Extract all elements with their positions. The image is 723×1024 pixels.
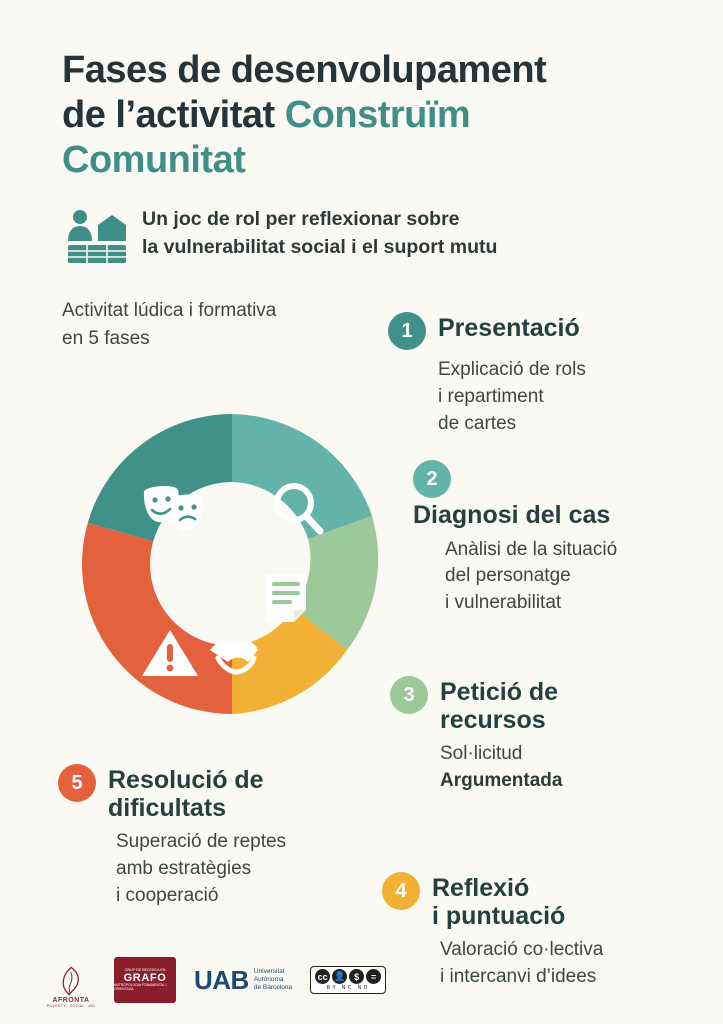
lead-line-1: Activitat lúdica i formativa (62, 300, 277, 321)
cc-nd-icon: = (366, 969, 381, 984)
phase-item-4 (382, 872, 702, 991)
phase-5-body-line-3: i cooperació (116, 884, 219, 906)
uab-line-2: Autònoma (253, 975, 284, 983)
uab-mark: UAB (194, 964, 249, 995)
grafo-main: GRAFO (123, 971, 167, 984)
cc-icon: cc (315, 969, 330, 984)
creative-commons-logo (310, 966, 386, 994)
phase-3-title-line-1: Petició de (440, 678, 559, 706)
afronta-sub: POVERTY . SOCIAL . AID (46, 1004, 96, 1008)
subtitle-line-2: la vulnerabilitat social i el suport mutu (142, 236, 498, 259)
phase-1-body-line-2: i repartiment (438, 385, 544, 407)
grafo-logo (114, 957, 176, 1003)
phase-3-body (440, 741, 690, 795)
phase-4-body-line-2: i intercanvi d’idees (440, 965, 597, 987)
phase-3-body-strong: Argumentada (440, 769, 563, 791)
phase-5-title (108, 764, 264, 822)
uab-line-3: de Barcelona (253, 984, 293, 992)
uab-line-1: Universitat (253, 967, 285, 975)
title-line-2-plain: de l’activitat (62, 93, 275, 136)
phase-item-5 (58, 764, 368, 910)
phase-3-body-line-1: Sol·licitud (440, 743, 523, 764)
title-line-1: Fases de desenvolupament (62, 49, 547, 91)
phase-4-badge: 4 (382, 872, 420, 910)
cc-badges-row (315, 969, 381, 984)
phase-5-body (116, 829, 368, 910)
phase-1-title: Presentació (438, 314, 580, 342)
phase-1-body (438, 357, 688, 438)
uab-logo (194, 965, 292, 996)
afronta-mark-icon (54, 965, 88, 997)
uab-text (254, 968, 292, 992)
phase-2-head (413, 460, 713, 530)
phase-5-title-line-1: Resolució de (108, 766, 264, 794)
cc-labels: BY NC ND (326, 985, 370, 991)
phase-5-badge: 5 (58, 764, 96, 802)
phase-4-title-line-1: Reflexió (432, 874, 530, 902)
logo-strip (46, 952, 386, 1008)
phase-2-badge: 2 (413, 460, 451, 498)
phase-1-badge: 1 (388, 312, 426, 350)
phase-4-title (432, 872, 565, 930)
lead-line-2: en 5 fases (62, 327, 150, 349)
phase-3-head (390, 676, 690, 734)
document-icon (266, 574, 306, 622)
subtitle-text (142, 205, 497, 262)
phase-3-title-line-2: recursos (440, 705, 546, 734)
phase-1-body-line-3: de cartes (438, 412, 517, 434)
phase-5-body-line-2: amb estratègies (116, 857, 252, 879)
phase-2-body-line-3: i vulnerabilitat (445, 592, 562, 614)
phase-item-3 (390, 676, 690, 795)
lead-text (62, 297, 382, 352)
phase-1-head (388, 312, 688, 350)
phase-4-head (382, 872, 702, 930)
title-line-3: Comunitat (62, 138, 246, 181)
subtitle-row (64, 205, 684, 267)
title-line-2 (62, 93, 682, 138)
phase-4-title-line-2: i puntuació (432, 901, 566, 930)
phase-1-body-line-1: Explicació de rols (438, 359, 586, 380)
phase-5-body-line-1: Superació de reptes (116, 831, 287, 852)
phase-4-body-line-1: Valoració co·lectiva (440, 939, 604, 960)
afronta-name: AFRONTA (52, 997, 90, 1004)
subtitle-line-1: Un joc de rol per reflexionar sobre (142, 208, 460, 230)
grafo-top: GRUP DE RECERCA EN (124, 967, 166, 972)
phase-5-head (58, 764, 368, 822)
phase-2-body-line-2: del personatge (445, 565, 571, 587)
phase-2-body (445, 537, 713, 618)
phase-3-title (440, 676, 558, 734)
cc-nc-icon: $ (349, 969, 364, 984)
donut-segment-presentacio-left (88, 414, 232, 541)
title-line-2-accent: Construïm (284, 93, 471, 136)
grafo-bottom: ANTROPOLOGIA FONAMENTAL I ORIENTADA (114, 983, 167, 991)
donut-segment-resolucio (82, 523, 232, 714)
afronta-logo (46, 952, 96, 1008)
phase-3-badge: 3 (390, 676, 428, 714)
community-people-icon (64, 207, 128, 267)
phases-donut-chart (62, 374, 402, 744)
phase-item-1 (388, 312, 688, 438)
cc-by-icon: 👤 (332, 969, 347, 984)
phase-item-2 (413, 460, 713, 617)
phase-4-body (440, 937, 702, 991)
phase-2-title: Diagnosi del cas (413, 501, 611, 529)
phase-2-body-line-1: Anàlisi de la situació (445, 538, 618, 560)
phase-5-title-line-2: dificultats (108, 793, 227, 822)
page-title (62, 48, 682, 182)
